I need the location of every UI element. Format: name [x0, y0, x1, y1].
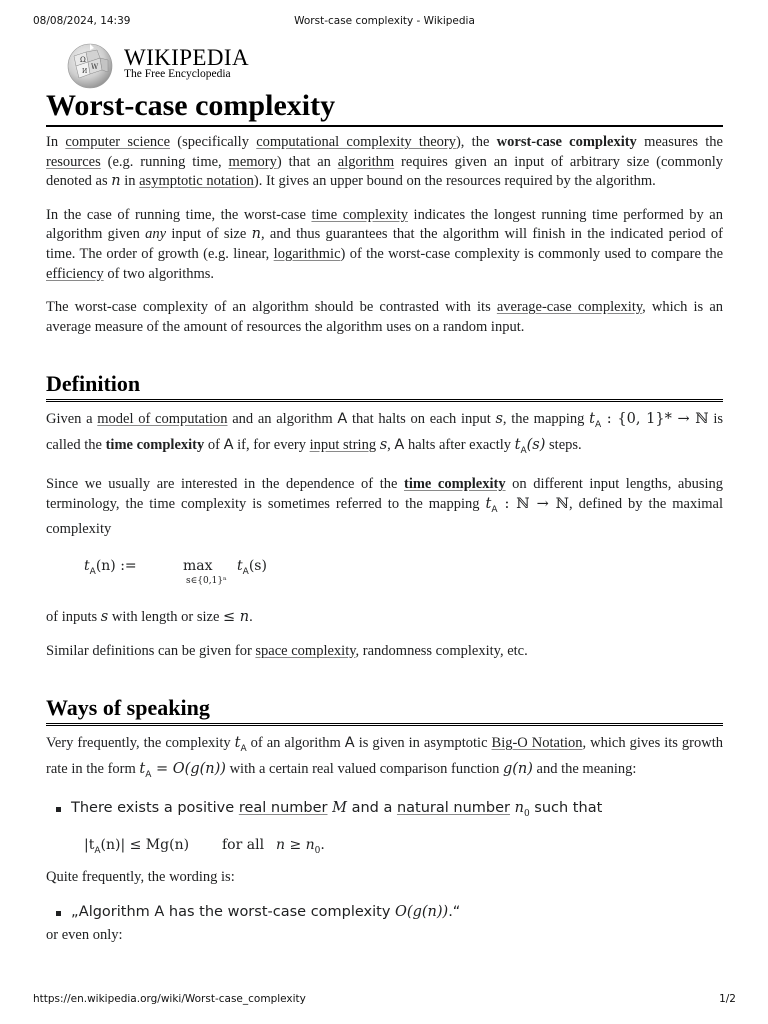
bold-term-worst-case-complexity: worst-case complexity	[496, 134, 637, 150]
link-algorithm[interactable]: algorithm	[337, 153, 395, 170]
link-computer-science[interactable]: computer science	[65, 134, 171, 150]
ways-paragraph-2: Quite frequently, the wording is:	[46, 869, 235, 886]
link-time-complexity[interactable]: time complexity	[311, 206, 408, 223]
print-footer	[33, 993, 736, 1007]
link-natural-number[interactable]: natural number	[396, 800, 510, 817]
definition-paragraph-3: of inputs s with length or size ≤ n.	[46, 608, 253, 625]
link-efficiency[interactable]: efficiency	[46, 265, 104, 282]
wikipedia-globe-icon	[64, 42, 116, 90]
intro-paragraph-1: In computer science (specifically computational complexity theory), the worst-case complexity measures the resources (e.g. running time, memory) that an algorithm requires given an input of arbitrary size (commonly denoted as n in asymptotic notation). It gives an upper bound on the resources required by the algorithm.	[46, 134, 723, 190]
link-computational-complexity-theory[interactable]: computational complexity theory	[256, 134, 456, 150]
math-n: n	[111, 173, 121, 190]
svg-text:W: W	[91, 63, 99, 71]
print-page-title: Worst-case complexity - Wikipedia	[294, 15, 475, 27]
link-model-of-computation[interactable]: model of computation	[97, 411, 228, 428]
page-title: Worst-case complexity	[46, 88, 723, 127]
print-page-number: 1/2	[719, 993, 736, 1005]
link-big-o-notation[interactable]: Big-O Notation	[491, 735, 583, 752]
link-real-number[interactable]: real number	[238, 800, 328, 817]
link-average-case-complexity[interactable]: average-case complexity	[496, 299, 643, 316]
intro-paragraph-3: The worst-case complexity of an algorithm should be contrasted with its average-case complexity, which is an average measure of the amount of resources the algorithm uses on a random input.	[46, 299, 724, 335]
svg-text:И: И	[82, 68, 88, 75]
wikipedia-wordmark: WIKIPEDIA	[124, 45, 249, 70]
link-resources[interactable]: resources	[46, 153, 101, 170]
formula-max-time-complexity: $t_A(n)$ := max s∈{0,1}ⁿ $t_A(s)$	[84, 557, 267, 586]
definition-paragraph-2: Since we usually are interested in the dependence of the time complexity on different input lengths, abusing terminology, the time complexity is sometimes referred to the mapping $t_A$ : ℕ → ℕ, defined by the maximal complexity	[46, 476, 723, 538]
link-time-complexity-bold[interactable]: time complexity	[403, 476, 506, 493]
ways-paragraph-3: or even only:	[46, 926, 123, 943]
article-content	[46, 88, 723, 945]
definition-paragraph-4: Similar definitions can be given for space complexity, randomness complexity, etc.	[46, 642, 528, 659]
bold-term-time-complexity: time complexity	[105, 436, 205, 453]
bullet-list-2	[46, 903, 723, 922]
ways-paragraph-1: Very frequently, the complexity $t_A$ of an algorithm A is given in asymptotic Big-O Notation, which gives its growth rate in the form $t_A = O(g(n))$ with a certain real valued comparison function g(n) and the meaning:	[46, 735, 723, 780]
section-heading-definition: Definition	[46, 370, 723, 402]
bullet-list-1	[46, 799, 723, 824]
list-item: „Algorithm A has the worst-case complexity O(g(n)).“	[46, 903, 723, 922]
section-heading-ways-of-speaking: Ways of speaking	[46, 694, 723, 726]
link-asymptotic-notation[interactable]: asymptotic notation	[139, 173, 254, 190]
link-logarithmic[interactable]: logarithmic	[273, 245, 341, 262]
print-header	[33, 15, 736, 29]
formula-big-o-definition: $|t_A(n)| \le Mg(n)$ for all $n \ge n_0$.	[84, 837, 325, 856]
wikipedia-tagline: The Free Encyclopedia	[124, 68, 231, 80]
list-item: There exists a positive real number M and a natural number $n_0$ such that	[46, 799, 723, 824]
print-url: https://en.wikipedia.org/wiki/Worst-case_complexity	[33, 993, 306, 1005]
wikipedia-logo[interactable]	[64, 42, 264, 90]
link-memory[interactable]: memory	[228, 153, 277, 170]
definition-paragraph-1: Given a model of computation and an algorithm A that halts on each input s, the mapping $t_A$ : {0, 1}* → ℕ is called the time complexity of A if, for every input string s, A halts after exactly $t_A(s)$ steps.	[46, 411, 723, 456]
link-space-complexity[interactable]: space complexity	[255, 642, 356, 659]
link-input-string[interactable]: input string	[309, 436, 377, 453]
print-date: 08/08/2024, 14:39	[33, 15, 131, 27]
math-mapping: $t_A$ : {0, 1}* → ℕ	[589, 411, 709, 431]
intro-paragraph-2: In the case of running time, the worst-case time complexity indicates the longest running time performed by an algorithm given any input of size n, and thus guarantees that the algorithm will finish in the indicated period of time. The order of growth (e.g. linear, logarithmic) of the worst-case complexity is commonly used to compare the efficiency of two algorithms.	[46, 206, 724, 282]
math-n: n	[251, 226, 261, 243]
svg-text:Ω: Ω	[80, 56, 86, 64]
